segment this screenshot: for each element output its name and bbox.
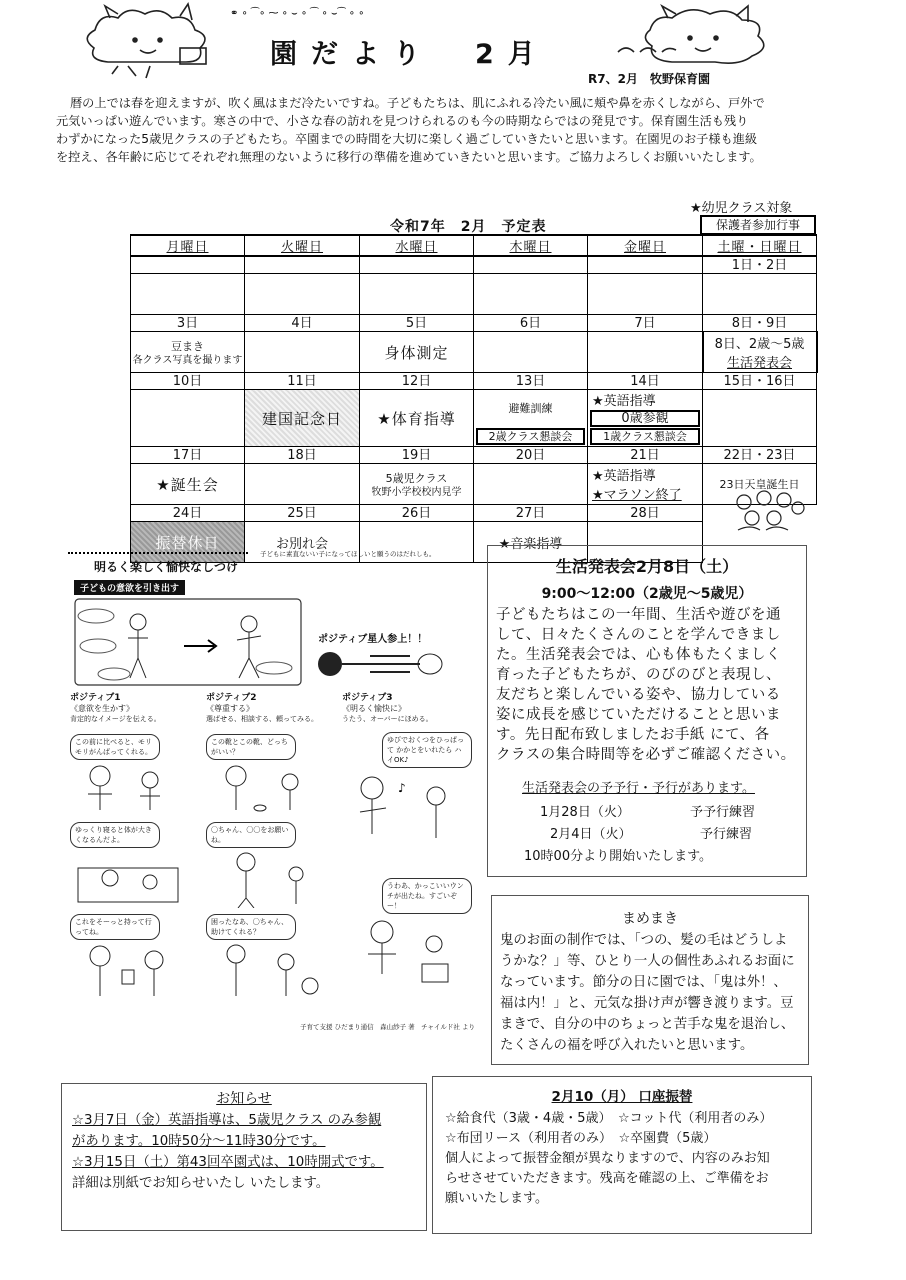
body-line: たくさんの福を呼び入れたいと思います。: [500, 1038, 754, 1053]
date-cell: 3日: [131, 315, 245, 332]
date-cell: 18日: [245, 447, 360, 464]
oni-face-right-icon: [618, 6, 764, 63]
intro-line: 元気いっぱい遊んでいます。寒さの中で、小さな春の訪れを見つけられるのも今の時期ならではの発見です。保育園生活も残り: [56, 114, 749, 128]
event-happyokai: 生活発表会: [726, 356, 792, 371]
week-2-dates: [131, 315, 817, 332]
header-wed: 水曜日: [360, 235, 474, 256]
event-mamemaki: 豆まき: [171, 339, 204, 353]
rehearsal-2-date: 2月4日（火）: [550, 827, 632, 842]
event-tanjokai: ★誕生会: [131, 464, 245, 505]
date-cell: 19日: [360, 447, 474, 464]
mamemaki-panel: [491, 895, 809, 1065]
intro-line: 暦の上では春を迎えますが、吹く風はまだ冷たいですね。子どもたちは、肌にふれる冷たい風に頬や鼻を赤くしながら、戸外で: [70, 96, 765, 110]
oshirase-line: ☆3月7日（金）英語指導は、5歳児クラス のみ参観: [72, 1113, 382, 1128]
event-cell: 身体測定: [360, 332, 474, 373]
rehearsal-list: [488, 802, 806, 868]
singing-parent-icon: [342, 768, 472, 848]
body-line: うかな？」等、ひとり一人の個性あふれるお面に: [500, 954, 795, 969]
date-cell: 5日: [360, 315, 474, 332]
svg-text:♪: ♪: [398, 781, 406, 795]
event-cell: [360, 464, 474, 505]
oshirase-line: ☆3月15日（土）第43回卒園式は、10時開式です。: [72, 1155, 384, 1170]
calendar-header-row: [131, 235, 817, 256]
p2-sub: 《尊重する》: [206, 704, 254, 713]
oshirase-title: お知らせ: [216, 1091, 272, 1107]
event-cell: [588, 464, 703, 505]
mamemaki-title: まめまき: [622, 911, 678, 927]
positive-2: [206, 690, 336, 1000]
date-cell: 24日: [131, 505, 245, 522]
event-ongaku: ★音楽指導: [474, 522, 588, 563]
date-cell: 4日: [245, 315, 360, 332]
furikae-panel: [432, 1076, 812, 1234]
week-1-events: [131, 274, 817, 315]
furikae-line: 個人によって振替金額が異なりますので、内容のみお知: [445, 1151, 770, 1166]
calendar-note: ★幼児クラス対象: [690, 201, 793, 216]
date-cell: 8日・9日: [703, 315, 817, 332]
happyokai-title: 生活発表会2月8日（土）: [555, 557, 739, 576]
parent-child-icon: [70, 760, 190, 816]
date-cell: 11日: [245, 373, 360, 390]
header-fri: 金曜日: [588, 235, 703, 256]
rehearsal-2-label: 予行練習: [700, 827, 753, 842]
rehearsal-1-label: 予予行練習: [690, 805, 756, 820]
calendar-legend: 保護者参加行事: [700, 215, 816, 235]
furikae-line: ☆布団リース（利用者のみ） ☆卒園費（5歳）: [445, 1131, 717, 1146]
event-eigo: ★英語指導: [592, 394, 656, 409]
children-clipart-icon: [730, 486, 810, 536]
p2-title: ポジティブ2: [206, 693, 257, 703]
week-3-dates: [131, 373, 817, 390]
date-cell: 12日: [360, 373, 474, 390]
event-tenno: 23日天皇誕生日: [703, 464, 817, 505]
shitsuke-tag: 子どもの意欲を引き出す: [74, 580, 185, 595]
event-owakare: お別れ会: [245, 522, 360, 563]
event-1sai-kondan: 1歳クラス懇談会: [590, 428, 700, 445]
body-line: 友だちと楽しんでいる姿や、協力している: [496, 687, 781, 703]
happyokai-body: [496, 605, 806, 765]
body-line: 福は内！」と、元気な掛け声が響き渡ります。豆: [500, 996, 794, 1011]
helping-child-icon: [206, 940, 326, 1000]
shitsuke-title: 明るく楽しく愉快なしつけ: [94, 560, 239, 574]
sleeping-child-icon: [70, 848, 190, 908]
shitsuke-diagram: [74, 598, 304, 688]
intro-paragraph: [56, 94, 796, 166]
event-kenkoku: 建国記念日: [245, 390, 360, 447]
happyokai-panel: [487, 545, 807, 877]
week-2-events: [131, 332, 817, 373]
week-5-dates: [131, 505, 817, 522]
week-3-events: [131, 390, 817, 447]
oshirase-line: があります。10時50分～11時30分です。: [72, 1134, 326, 1149]
event-5sai: 5歳児クラス: [385, 471, 448, 485]
intro-line: を控え、各年齢に応じてそれぞれ無理のないように移行の準備を進めていきたいと思います。ご協力よろしくお願いいたします。: [56, 150, 762, 164]
header-thu: 木曜日: [474, 235, 588, 256]
furikae-line: ☆給食代（3歳・4歳・5歳） ☆コット代（利用者のみ）: [445, 1111, 773, 1126]
schedule-calendar: [130, 234, 818, 563]
event-cell: [588, 390, 703, 447]
p3-bubble-1: ゆびでおくつをひっぱって かかとをいれたら ハイOK♪: [382, 732, 472, 768]
event-2sai-kondan: 2歳クラス懇談会: [476, 428, 585, 445]
furikae-line: 願いいたします。: [445, 1191, 548, 1206]
p3-sub: 《明るく愉快に》: [342, 704, 406, 713]
shoes-choice-icon: [206, 760, 326, 816]
toilet-praise-icon: [342, 914, 472, 994]
positive-star-icon: [310, 646, 470, 682]
positive-star-label: ポジティブ星人参上！！: [318, 634, 428, 645]
event-eigo-2: ★英語指導: [592, 469, 656, 484]
date-cell: 10日: [131, 373, 245, 390]
oni-face-left-icon: [87, 4, 206, 78]
date-cell: 7日: [588, 315, 703, 332]
body-line: して、日々たくさんのことを学んできまし: [496, 627, 781, 643]
mamemaki-body: [500, 930, 808, 1056]
date-cell: 25日: [245, 505, 360, 522]
body-line: 姿に成長を感じていただけることと思いま: [496, 707, 781, 723]
date-cell: 20日: [474, 447, 588, 464]
week-1-dates: [131, 256, 817, 274]
calendar-title: 令和7年 2月 予定表: [390, 219, 547, 235]
date-cell: 27日: [474, 505, 588, 522]
p3-bubble-2: うわあ、かっこいいウンチが出たね。すごいぞー！: [382, 878, 472, 914]
shitsuke-section: [60, 548, 480, 1031]
header-tue: 火曜日: [245, 235, 360, 256]
body-line: す。先日配布致しましたお手紙 にて、各: [496, 727, 770, 743]
event-0sai-sankan: 0歳参観: [590, 410, 700, 427]
date-cell: 22日・23日: [703, 447, 817, 464]
date-cell: 21日: [588, 447, 703, 464]
positive-3: [342, 690, 478, 994]
body-line: クラスの集合時間等を必ずご確認ください。: [496, 747, 796, 763]
week-4-dates: [131, 447, 817, 464]
event-kengaku: 牧野小学校校内見学: [371, 486, 462, 498]
date-cell: 13日: [474, 373, 588, 390]
errand-child-icon: [206, 848, 326, 908]
oshirase-body: [72, 1110, 426, 1194]
p3-title: ポジティブ3: [342, 693, 393, 703]
date-cell: 15日・16日: [703, 373, 817, 390]
page-title: 園だより 2月: [270, 39, 549, 70]
date-cell: 14日: [588, 373, 703, 390]
p2-bubble-2: 〇ちゃん、〇〇をお願いね。: [206, 822, 296, 848]
body-line: 鬼のお面の制作では、「つの、髪の毛はどうしよ: [500, 933, 788, 948]
positive-1: [70, 690, 200, 1000]
date-cell: 28日: [588, 505, 703, 522]
date-cell: 17日: [131, 447, 245, 464]
p3-desc: うたう、オーバーにほめる。: [342, 715, 433, 723]
p1-bubble-2: ゆっくり寝ると体が大きくなるんだよ。: [70, 822, 160, 848]
event-photo: 各クラス写真を撮ります: [132, 354, 243, 366]
doodle-line: ⚭ ∘ ⁀∘ ⁓ ∘ ⌣ ∘ ⁀ ∘ ⌣⁀ ∘ ∘: [230, 8, 365, 19]
p1-bubble-1: この前に比べると、モリモリがんばってくれる。: [70, 734, 160, 760]
cup-child-icon: [70, 940, 190, 1000]
rehearsal-title: 生活発表会の予予行・予行があります。: [522, 781, 755, 796]
p1-title: ポジティブ1: [70, 693, 121, 703]
happyokai-time: 9:00～12:00（2歳児～5歳児）: [541, 586, 753, 602]
p1-desc: 肯定的なイメージを伝える。: [70, 715, 161, 723]
body-line: なっています。節分の日に園では、「鬼は外！、: [500, 975, 787, 990]
body-line: 子どもたちはこの一年間、生活や遊びを通: [496, 607, 781, 623]
body-line: まきで、自分の中のちょっと苦手な鬼を退治し、: [500, 1017, 795, 1032]
body-line: た。生活発表会では、心も体もたくましく: [496, 647, 781, 663]
date-cell: 6日: [474, 315, 588, 332]
event-hinan: 避難訓練: [508, 402, 553, 415]
p2-bubble-1: この靴とこの靴、どっちがいい？: [206, 734, 296, 760]
p1-bubble-3: これをそーっと持って行ってね。: [70, 914, 160, 940]
event-furikae-kyujitsu: 振替休日: [131, 522, 245, 563]
date-cell: 1日・2日: [703, 256, 817, 274]
event-marathon: ★マラソン終了: [592, 488, 682, 503]
shitsuke-credit: 子育て支援 ひだまり通信 森山紗子 著 チャイルド社 より: [300, 1023, 476, 1031]
event-cell: [474, 390, 588, 447]
shitsuke-lead: 子どもに素直ないい子になってほしいと願うのはだれしも。: [260, 550, 436, 558]
oshirase-line: 詳細は別紙でお知らせいたし いたします。: [72, 1176, 330, 1191]
intro-line: わずかになった5歳児クラスの子どもたち。卒園までの時間を大切に楽しく過ごしていきたいと思います。在園児のお子様も進級: [56, 132, 758, 146]
p2-desc: 選ばせる、相談する、頼ってみる。: [206, 715, 318, 723]
p1-sub: 《意欲を生かす》: [70, 704, 134, 713]
event-taiiku: ★体育指導: [360, 390, 474, 447]
rehearsal-start: 10時00分より開始いたします。: [524, 849, 713, 864]
rehearsal-1-date: 1月28日（火）: [540, 805, 630, 820]
body-line: 育った子どもたちが、のびのびと表現し、: [496, 667, 781, 683]
oshirase-panel: [61, 1083, 427, 1231]
event-cell: [703, 332, 817, 373]
furikae-body: [445, 1109, 811, 1209]
furikae-line: らせさせていただきます。残高を確認の上、ご準備をお: [445, 1171, 769, 1186]
org-name: R7、2月 牧野保育園: [588, 72, 710, 86]
p2-bubble-3: 困ったなあ、〇ちゃん、助けてくれる？: [206, 914, 296, 940]
date-cell: 26日: [360, 505, 474, 522]
event-happyokai-date: 8日、2歳～5歳: [714, 337, 805, 352]
furikae-title: 2月10（月） 口座振替: [551, 1089, 693, 1105]
header-mon: 月曜日: [131, 235, 245, 256]
week-4-events: [131, 464, 817, 505]
header-weekend: 土曜・日曜日: [703, 235, 817, 256]
event-cell: [131, 332, 245, 373]
